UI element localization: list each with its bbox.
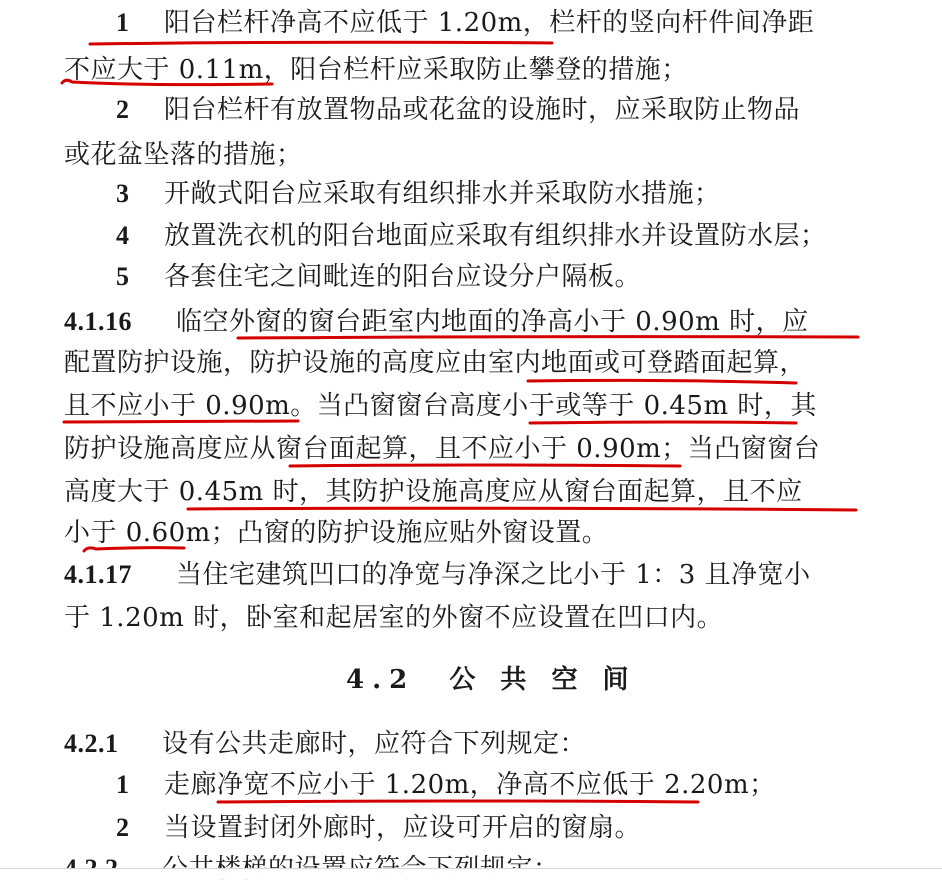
- item-text: 走廊净宽不应小于 1.20m，净高不应低于 2.20m；: [164, 770, 776, 800]
- clause-4116-line-6: 小于 0.60m；凸窗的防护设施应贴外窗设置。: [64, 518, 609, 548]
- clause-421-item-2: [116, 815, 641, 841]
- clause-4116-line-3: 且不应小于 0.90m。当凸窗窗台高度小于或等于 0.45m 时，其: [64, 391, 817, 421]
- item-1-line-1: [116, 10, 814, 36]
- item-number: 2: [116, 95, 130, 124]
- clause-number: 4.1.17: [64, 560, 132, 589]
- red-pen-underline-10: [218, 801, 698, 802]
- item-number: 1: [116, 770, 130, 799]
- item-text: 阳台栏杆净高不应低于 1.20m，栏杆的竖向杆件间净距: [164, 8, 815, 38]
- item-text: 开敞式阳台应采取有组织排水并采取防水措施；: [164, 179, 721, 209]
- item-number: 3: [116, 179, 130, 208]
- clause-number: 4.2.1: [64, 729, 119, 758]
- clause-4116-line-4: 防护设施高度应从窗台面起算，且不应小于 0.90m；当凸窗窗台: [64, 434, 821, 464]
- clause-4116-line-5: 高度大于 0.45m 时，其防护设施高度应从窗台面起算，且不应: [64, 477, 803, 507]
- clause-4117-line-1: [64, 562, 811, 588]
- clause-number: 4.1.16: [64, 307, 132, 336]
- item-number: 4: [116, 221, 130, 250]
- red-pen-underline-1: [90, 42, 552, 44]
- item-2-line-2: 或花盆坠落的措施；: [64, 140, 303, 170]
- clause-text: 当住宅建筑凹口的净宽与净深之比小于 1：3 且净宽小: [176, 560, 811, 590]
- clause-4116-line-2: 配置防护设施，防护设施的高度应由室内地面或可登踏面起算，: [64, 348, 807, 378]
- clause-4117-line-2: 于 1.20m 时，卧室和起居室的外窗不应设置在凹口内。: [64, 603, 724, 633]
- item-text: 当设置封闭外廊时，应设可开启的窗扇。: [164, 813, 642, 843]
- item-number: 5: [116, 262, 130, 291]
- red-pen-underline-4: [528, 380, 796, 383]
- clause-421-item-1: [116, 772, 776, 798]
- clause-text: 设有公共走廊时，应符合下列规定：: [162, 729, 587, 759]
- red-pen-underline-9: [84, 548, 184, 551]
- item-1-line-2: 不应大于 0.11m，阳台栏杆应采取防止攀登的措施；: [64, 55, 688, 85]
- section-title: 公 共 空 间: [449, 665, 637, 695]
- item-number: 1: [116, 8, 130, 37]
- red-pen-underline-6: [530, 422, 796, 423]
- clause-421: [64, 731, 586, 757]
- item-text: 各套住宅之间毗连的阳台应设分户隔板。: [164, 262, 642, 292]
- section-heading: [346, 667, 637, 693]
- item-text: 放置洗衣机的阳台地面应采取有组织排水并设置防水层；: [164, 221, 827, 251]
- red-pen-underline-7: [290, 465, 680, 466]
- item-2-line-1: [116, 97, 800, 123]
- item-number: 2: [116, 813, 130, 842]
- page-edge: [0, 868, 942, 869]
- item-4: [116, 223, 827, 249]
- item-5: [116, 264, 641, 290]
- page-cutoff: [0, 868, 942, 879]
- clause-text: 临空外窗的窗台距室内地面的净高小于 0.90m 时，应: [176, 307, 809, 337]
- clause-4116-line-1: [64, 309, 809, 335]
- red-pen-underline-8: [188, 508, 856, 510]
- section-number: 4.2: [346, 665, 416, 695]
- red-pen-underline-5: [64, 421, 298, 422]
- item-text: 阳台栏杆有放置物品或花盆的设施时，应采取防止物品: [164, 95, 801, 125]
- item-3: [116, 181, 721, 207]
